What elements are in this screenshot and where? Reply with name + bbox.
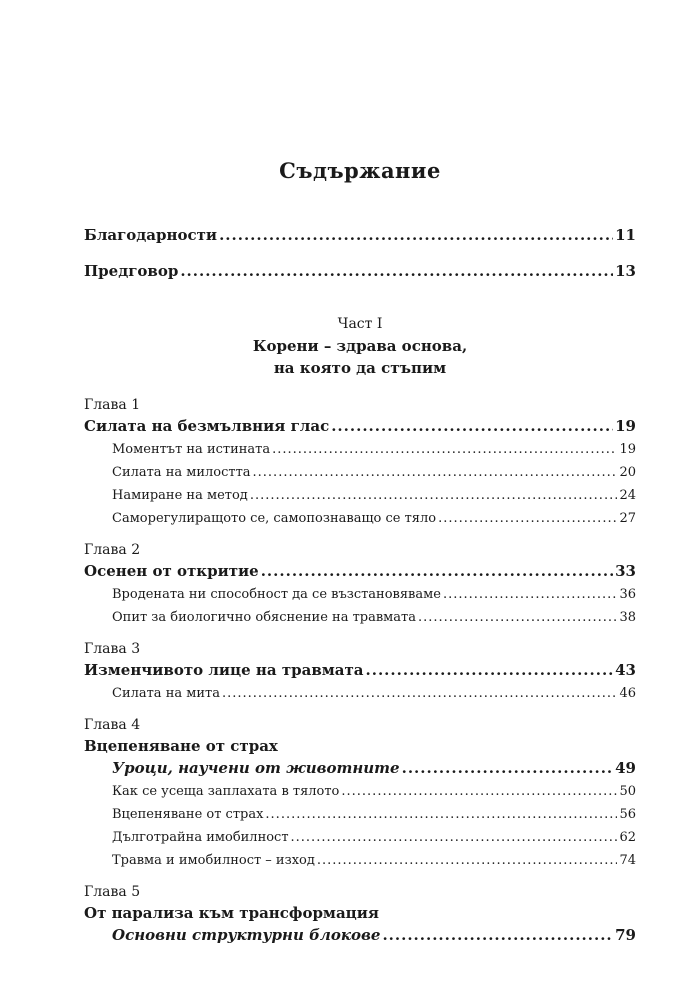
toc-page-number: 19 (615, 417, 636, 435)
toc-chapter-1[interactable] (84, 417, 636, 435)
toc-chapter-5[interactable] (112, 926, 636, 944)
leader-dots (317, 853, 618, 868)
toc-page-number: 38 (619, 610, 636, 625)
leader-dots (366, 661, 614, 679)
chapter-label: Глава 5 (84, 884, 141, 900)
toc-page-number: 19 (619, 442, 636, 457)
toc-entry-preface[interactable] (84, 262, 636, 280)
leader-dots (382, 926, 613, 944)
toc-page-number: 49 (615, 759, 636, 777)
part-label: Част I (337, 316, 383, 332)
toc-entry-label: Благодарности (84, 226, 218, 244)
toc-section[interactable] (112, 853, 636, 868)
chapter-label: Глава 1 (84, 397, 141, 413)
toc-section[interactable] (112, 511, 636, 526)
toc-section[interactable] (112, 442, 636, 457)
toc-entry-acknowledgements[interactable] (84, 226, 636, 244)
toc-section[interactable] (112, 465, 636, 480)
toc-entry-label: Изменчивото лице на травмата (84, 661, 364, 679)
toc-chapter-4[interactable] (112, 759, 636, 777)
toc-entry-label: Силата на мита (112, 686, 220, 701)
toc-page-number: 56 (619, 807, 636, 822)
part-title-line1: Корени – здрава основа, (252, 337, 468, 355)
toc-entry-label: Намиране на метод (112, 488, 248, 503)
toc-entry-label: Уроци, научени от животните (112, 759, 400, 777)
leader-dots (222, 686, 617, 701)
toc-chapter-3[interactable] (84, 661, 636, 679)
toc-chapter-2[interactable] (84, 562, 636, 580)
toc-section[interactable] (112, 830, 636, 845)
toc-page-number: 79 (615, 926, 636, 944)
leader-dots (291, 830, 618, 845)
part-title-line2: на която да стъпим (273, 359, 447, 377)
leader-dots (253, 465, 618, 480)
toc-entry-label: Как се усеща заплахата в тялото (112, 784, 340, 799)
toc-entry-label: Предговор (84, 262, 179, 280)
leader-dots (331, 417, 613, 435)
toc-entry-label: Вроденaта ни способност да се възстановяваме (112, 587, 441, 602)
toc-entry-label: Основни структурни блокове (112, 926, 381, 944)
toc-page-number: 50 (619, 784, 636, 799)
toc-page-number: 43 (615, 661, 636, 679)
toc-entry-label: Травма и имобилност – изход (112, 853, 315, 868)
toc-page-number: 24 (619, 488, 636, 503)
leader-dots (180, 262, 613, 280)
toc-chapter-5-title[interactable]: От парализа към трансформация (84, 904, 379, 922)
page-title: Съдържание (279, 158, 441, 183)
toc-entry-label: Моментът на истината (112, 442, 271, 457)
toc-page-number: 62 (619, 830, 636, 845)
toc-section[interactable] (112, 587, 636, 602)
leader-dots (219, 226, 613, 244)
toc-page-number: 11 (615, 226, 636, 244)
chapter-label: Глава 2 (84, 542, 141, 558)
toc-section[interactable] (112, 488, 636, 503)
leader-dots (418, 610, 617, 625)
leader-dots (443, 587, 618, 602)
toc-page-number: 46 (619, 686, 636, 701)
toc-page-number: 33 (615, 562, 636, 580)
leader-dots (402, 759, 614, 777)
toc-page-number: 27 (619, 511, 636, 526)
toc-entry-label: Вцепеняване от страх (112, 807, 264, 822)
toc-section[interactable] (112, 807, 636, 822)
leader-dots (265, 807, 617, 822)
toc-entry-label: Осенен от откритие (84, 562, 259, 580)
chapter-label: Глава 3 (84, 641, 141, 657)
toc-entry-label: Силата на милостта (112, 465, 251, 480)
toc-chapter-4-title[interactable]: Вцепеняване от страх (84, 737, 278, 755)
toc-page-number: 20 (619, 465, 636, 480)
leader-dots (272, 442, 617, 457)
toc-page-number: 13 (615, 262, 636, 280)
leader-dots (261, 562, 613, 580)
leader-dots (250, 488, 618, 503)
toc-entry-label: Опит за биологично обяснение на травмата (112, 610, 416, 625)
toc-entry-label: Силата на безмълвния глас (84, 417, 330, 435)
leader-dots (341, 784, 617, 799)
leader-dots (438, 511, 617, 526)
toc-section[interactable] (112, 686, 636, 701)
chapter-label: Глава 4 (84, 717, 141, 733)
toc-page-number: 36 (619, 587, 636, 602)
toc-section[interactable] (112, 610, 636, 625)
toc-entry-label: Саморегулиращото се, самопознаващо се тяло (112, 511, 437, 526)
toc-section[interactable] (112, 784, 636, 799)
toc-page-number: 74 (619, 853, 636, 868)
toc-entry-label: Дълготрайна имобилност (112, 830, 289, 845)
